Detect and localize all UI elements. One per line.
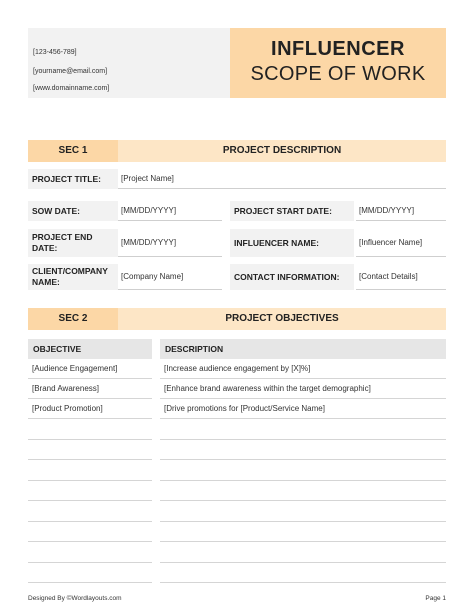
objective-cell[interactable] xyxy=(28,563,152,583)
contact-information-field[interactable]: [Contact Details] xyxy=(356,264,446,290)
objective-cell[interactable] xyxy=(28,481,152,501)
header-block xyxy=(28,28,446,98)
email-text: [yourname@email.com] xyxy=(33,68,108,75)
objective-column-header: OBJECTIVE xyxy=(28,339,152,359)
description-column-header: DESCRIPTION xyxy=(160,339,446,359)
project-title-field[interactable]: [Project Name] xyxy=(118,169,446,189)
document-title-line2: SCOPE OF WORK xyxy=(250,63,426,85)
project-title-label: PROJECT TITLE: xyxy=(28,169,118,189)
description-cell[interactable] xyxy=(160,522,446,542)
project-start-date-field[interactable]: [MM/DD/YYYY] xyxy=(356,201,446,221)
client-company-name-label: CLIENT/COMPANY NAME: xyxy=(28,264,118,290)
objective-cell[interactable] xyxy=(28,522,152,542)
influencer-name-label: INFLUENCER NAME: xyxy=(230,229,354,257)
section-1-title: PROJECT DESCRIPTION xyxy=(222,145,342,156)
description-cell[interactable]: [Increase audience engagement by [X]%] xyxy=(160,359,446,379)
description-cell[interactable]: [Drive promotions for [Product/Service Name] xyxy=(160,399,446,419)
description-cell[interactable]: [Enhance brand awareness within the target demographic] xyxy=(160,379,446,399)
description-cell[interactable] xyxy=(160,502,446,522)
sow-date-label: SOW DATE: xyxy=(28,201,118,221)
title-box xyxy=(230,28,446,98)
section-2-tab: SEC 2 xyxy=(28,308,118,330)
description-cell[interactable] xyxy=(160,420,446,440)
section-1-bar xyxy=(28,140,446,162)
objective-cell[interactable]: [Product Promotion] xyxy=(28,399,152,419)
page-number: Page 1 xyxy=(425,595,446,602)
description-cell[interactable] xyxy=(160,543,446,563)
objective-cell[interactable] xyxy=(28,461,152,481)
section-2-title: PROJECT OBJECTIVES xyxy=(225,313,339,324)
description-cell[interactable] xyxy=(160,461,446,481)
objective-cell[interactable] xyxy=(28,502,152,522)
contact-information-label: CONTACT INFORMATION: xyxy=(230,264,354,290)
description-cell[interactable] xyxy=(160,563,446,583)
project-end-date-field[interactable]: [MM/DD/YYYY] xyxy=(118,229,222,257)
description-cell[interactable] xyxy=(160,481,446,501)
phone-text: [123-456-789] xyxy=(33,49,77,56)
objective-cell[interactable]: [Audience Engagement] xyxy=(28,359,152,379)
section-1-tab: SEC 1 xyxy=(28,140,118,162)
objective-cell[interactable] xyxy=(28,543,152,563)
footer-credit: Designed By ©Wordlayouts.com xyxy=(28,595,122,602)
objective-cell[interactable]: [Brand Awareness] xyxy=(28,379,152,399)
description-cell[interactable] xyxy=(160,440,446,460)
objective-cell[interactable] xyxy=(28,420,152,440)
project-start-date-label: PROJECT START DATE: xyxy=(230,201,354,221)
influencer-name-field[interactable]: [Influencer Name] xyxy=(356,229,446,257)
sow-date-field[interactable]: [MM/DD/YYYY] xyxy=(118,201,222,221)
website-text: [www.domainname.com] xyxy=(33,85,110,92)
document-title-line1: INFLUENCER xyxy=(271,38,405,60)
section-2-bar xyxy=(28,308,446,330)
client-company-name-field[interactable]: [Company Name] xyxy=(118,264,222,290)
project-end-date-label: PROJECT END DATE: xyxy=(28,229,118,257)
objective-cell[interactable] xyxy=(28,440,152,460)
